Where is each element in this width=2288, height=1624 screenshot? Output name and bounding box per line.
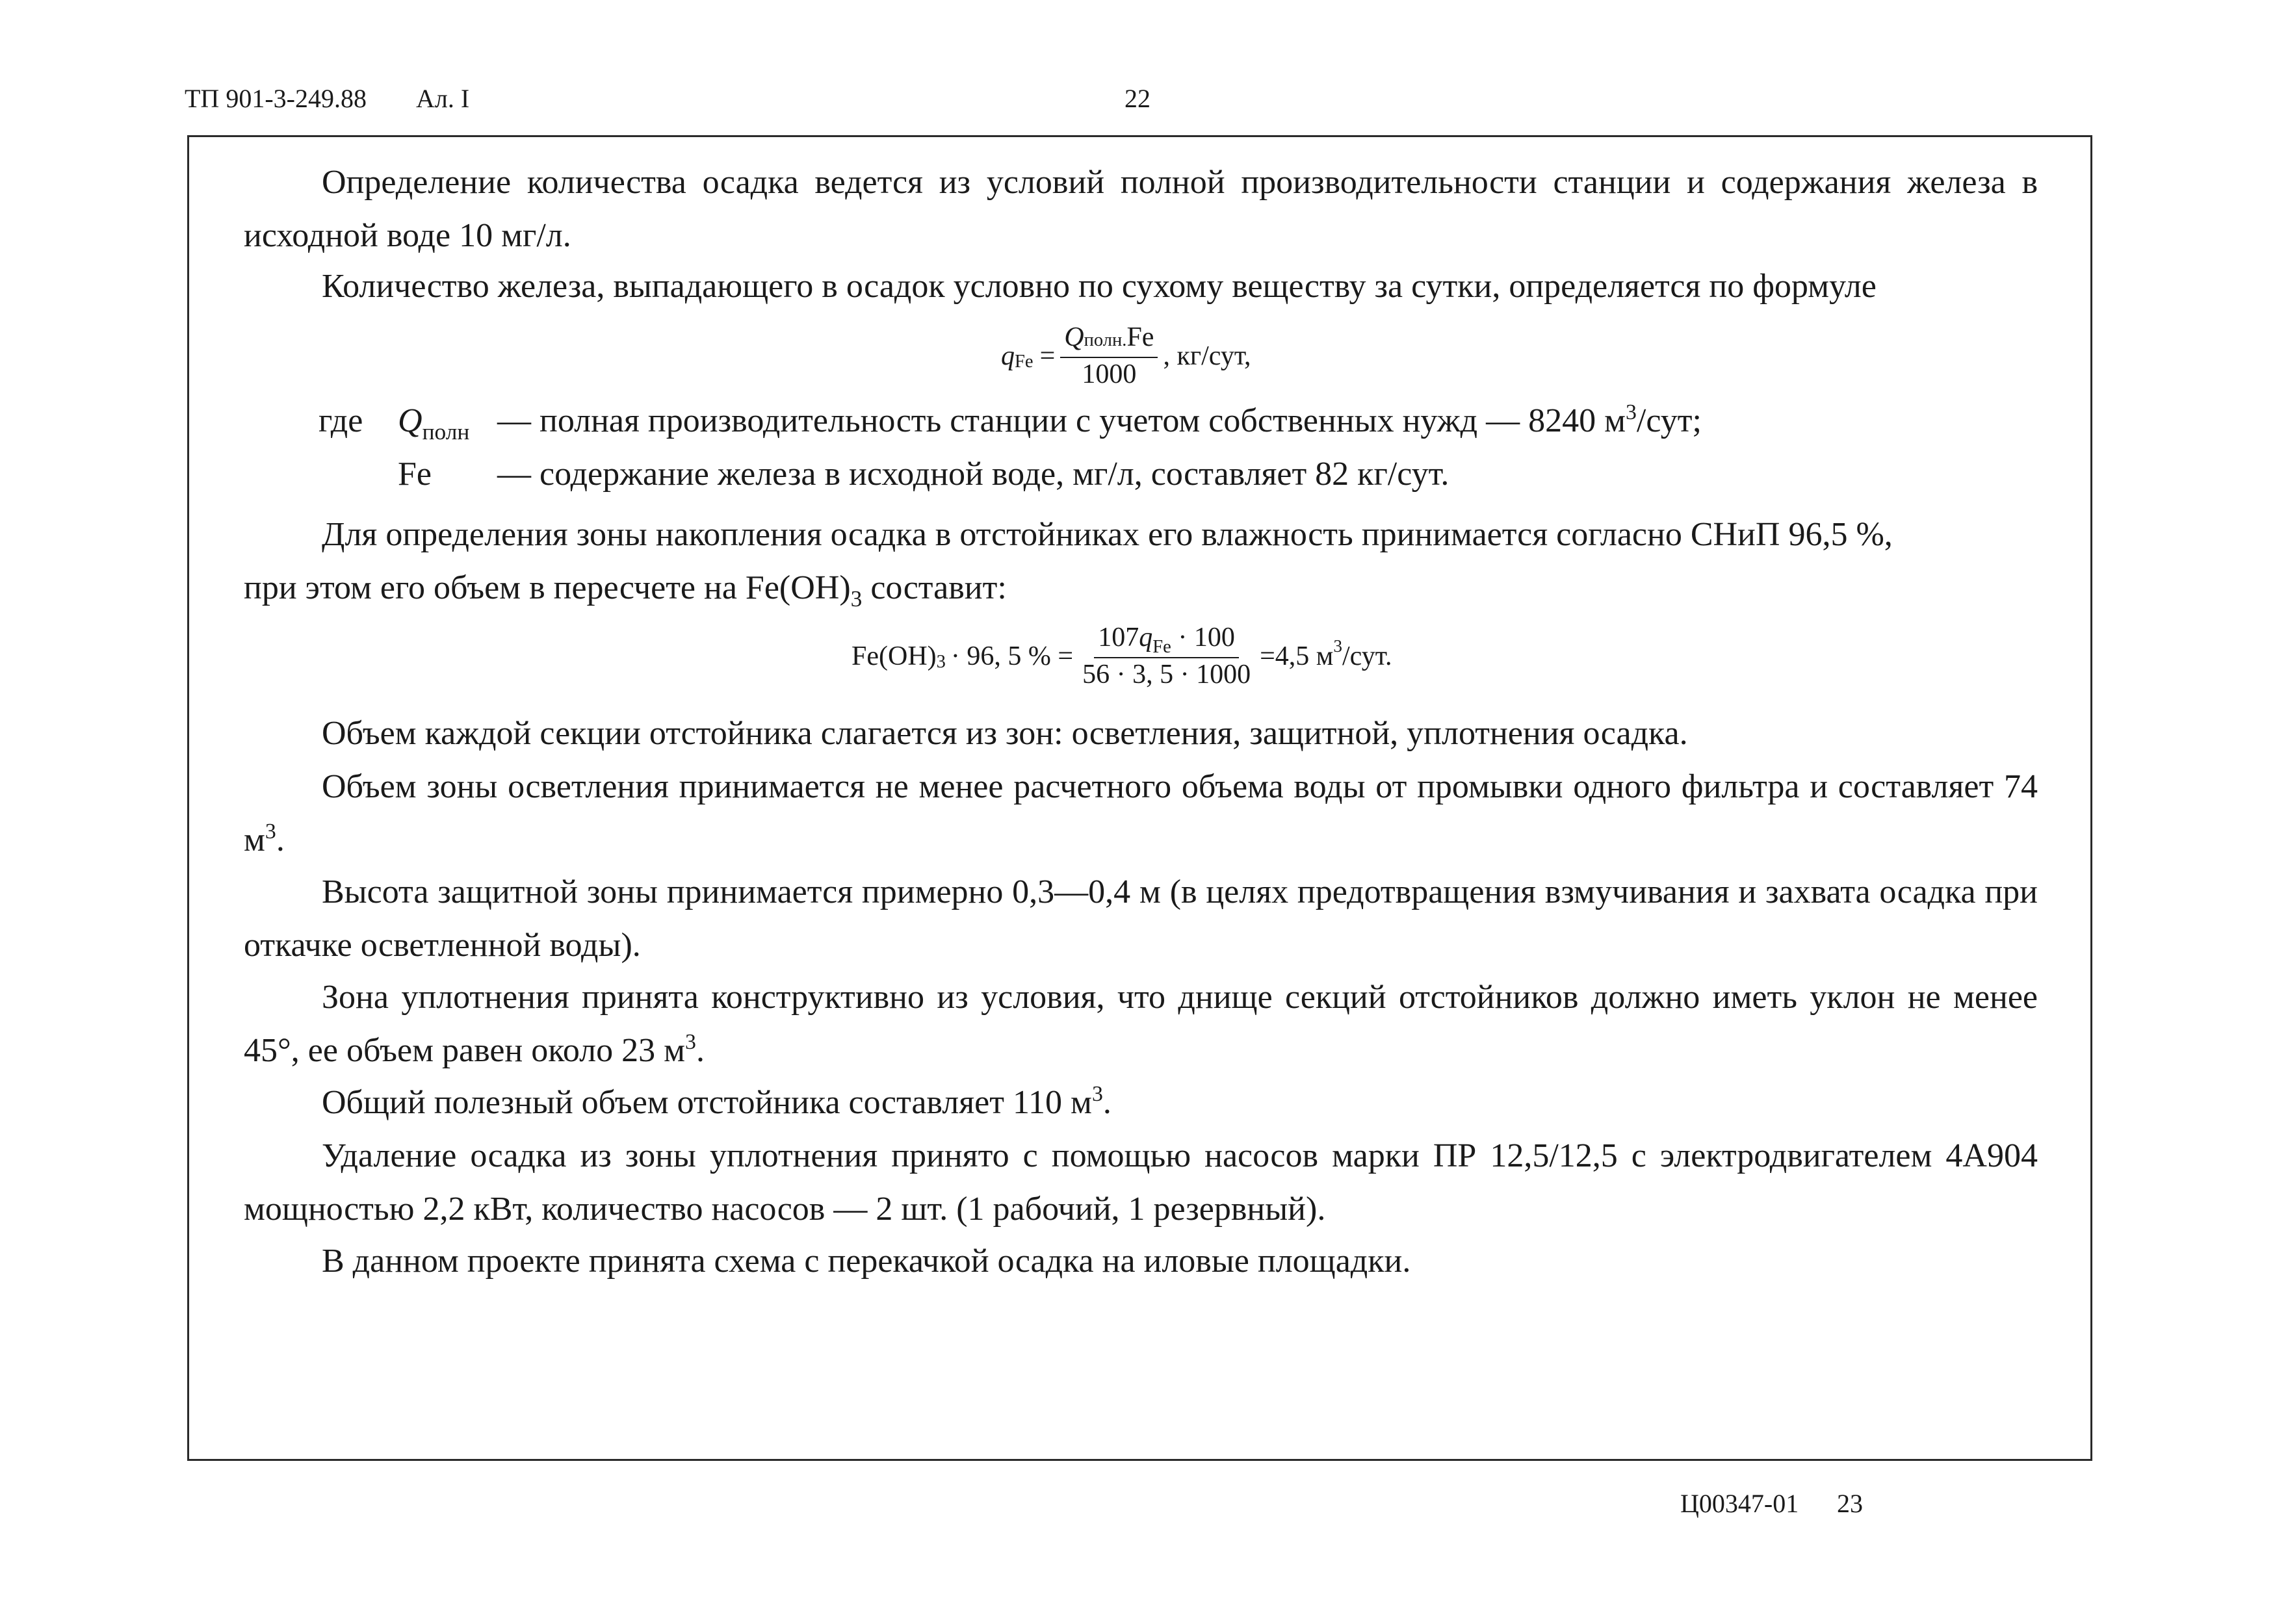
- formula-qfe-numerator: [1060, 322, 1158, 358]
- paragraph-3-sub: 3: [850, 586, 863, 612]
- paragraph-7-end: .: [696, 1032, 705, 1069]
- definition-fe-text: — содержание железа в исходной воде, мг/л, составляет 82 кг/сут.: [497, 456, 1450, 493]
- where-label: где: [318, 402, 363, 439]
- definition-fe-symbol: Fe: [398, 456, 432, 493]
- footer-sheet: 23: [1837, 1489, 1863, 1518]
- definition-q-letter: Q: [398, 402, 422, 439]
- album-label: Ал. I: [416, 84, 470, 113]
- paragraph-6: Высота защитной зоны принимается примерно 0,3—0,4 м (в целях предотвращения взмучивания и захвата осадка при откачке осветленной воды).: [244, 873, 2038, 964]
- page-number: 22: [1124, 84, 1150, 113]
- formula-qfe-lhs: q: [1001, 341, 1015, 371]
- formula-qfe-fe: Fe: [1126, 322, 1154, 352]
- formula-feoh3-q: q: [1139, 623, 1153, 652]
- formula-feoh3-denominator: 56 · 3, 5 · 1000: [1082, 660, 1251, 690]
- paragraph-5-end: .: [276, 821, 285, 858]
- formula-feoh3-num-a: 107: [1098, 623, 1139, 652]
- definition-q-text: [497, 402, 1702, 440]
- formula-feoh3: [852, 623, 1392, 690]
- paragraph-8: [244, 1076, 2038, 1133]
- paragraph-8-sup: 3: [1091, 1082, 1103, 1107]
- definition-q-symbol: [398, 402, 470, 445]
- formula-feoh3-lhs-tail: · 96, 5 % =: [950, 641, 1074, 671]
- formula-qfe-denominator: 1000: [1082, 359, 1137, 389]
- formula-feoh3-q-sub: Fe: [1152, 636, 1171, 657]
- formula-qfe-lhs-sub: Fe: [1015, 352, 1034, 372]
- formula-feoh3-numerator: [1094, 623, 1239, 658]
- formula-qfe-q: Q: [1064, 322, 1084, 352]
- formula-feoh3-lhs-sub: 3: [936, 652, 946, 673]
- formula-feoh3-result: =4,5 м: [1260, 641, 1334, 671]
- formula-qfe-fraction: [1060, 322, 1158, 389]
- doc-code: ТП 901-3-249.88: [185, 84, 367, 113]
- formula-qfe-q-sub: полн.: [1084, 330, 1127, 350]
- formula-qfe-eq: =: [1039, 341, 1056, 371]
- paragraph-3: Для определения зоны накопления осадка в отстойниках его влажность принимается согласно СНиП 96,5 %,: [322, 516, 1893, 553]
- paragraph-8-end: .: [1102, 1084, 1112, 1121]
- paragraph-5: [244, 760, 2038, 871]
- formula-feoh3-result-end: /сут.: [1342, 641, 1392, 671]
- formula-feoh3-num-b: · 100: [1178, 623, 1235, 652]
- definition-q-sup: 3: [1626, 400, 1637, 425]
- paragraph-10: В данном проекте принята схема с перекачкой осадка на иловые площадки.: [322, 1243, 1411, 1280]
- formula-feoh3-fraction: [1078, 623, 1254, 690]
- paragraph-9: Удаление осадка из зоны уплотнения принято с помощью насосов марки ПР 12,5/12,5 с электродвигателем 4А904 мощностью 2,2 кВт, количество насосов — 2 шт. (1 рабочий, 1 резервный).: [244, 1137, 2038, 1228]
- formula-qfe: [1001, 322, 1251, 389]
- paragraph-5-text: Объем зоны осветления принимается не менее расчетного объема воды от промывки одного фильтра и составляет 74 м: [244, 768, 2038, 858]
- paragraph-2: Количество железа, выпадающего в осадок условно по сухому веществу за сутки, определяется по формуле: [322, 268, 1877, 305]
- formula-feoh3-lhs: Fe(OH): [852, 641, 937, 671]
- footer-code: Ц00347-01: [1680, 1489, 1799, 1518]
- paragraph-7: [244, 971, 2038, 1081]
- formula-feoh3-result-sup: 3: [1333, 636, 1342, 656]
- paragraph-3-line-2: [244, 561, 2038, 617]
- paragraph-5-sup: 3: [265, 819, 276, 844]
- paragraph-7-text: Зона уплотнения принята конструктивно из условия, что днище секций отстойников должно иметь уклон не менее 45°, ее объем равен около 23 м: [244, 979, 2038, 1069]
- paragraph-3-text: при этом его объем в пересчете на Fe(OH): [244, 569, 851, 606]
- paragraph-8-text: Общий полезный объем отстойника составляет 110 м: [322, 1084, 1092, 1121]
- paragraph-7-sup: 3: [685, 1030, 696, 1055]
- paragraph-3-tail: составит:: [862, 569, 1007, 606]
- definition-q-sub: полн: [422, 419, 470, 445]
- definition-q-end: /сут;: [1636, 402, 1702, 439]
- paragraph-1: Определение количества осадка ведется из условий полной производительности станции и содержания железа в исходной воде 10 мг/л.: [244, 164, 2038, 254]
- formula-qfe-unit: , кг/сут,: [1163, 341, 1251, 371]
- definition-q-desc: — полная производительность станции с учетом собственных нужд — 8240 м: [497, 402, 1626, 439]
- paragraph-4: Объем каждой секции отстойника слагается из зон: осветления, защитной, уплотнения осадка.: [322, 715, 1688, 752]
